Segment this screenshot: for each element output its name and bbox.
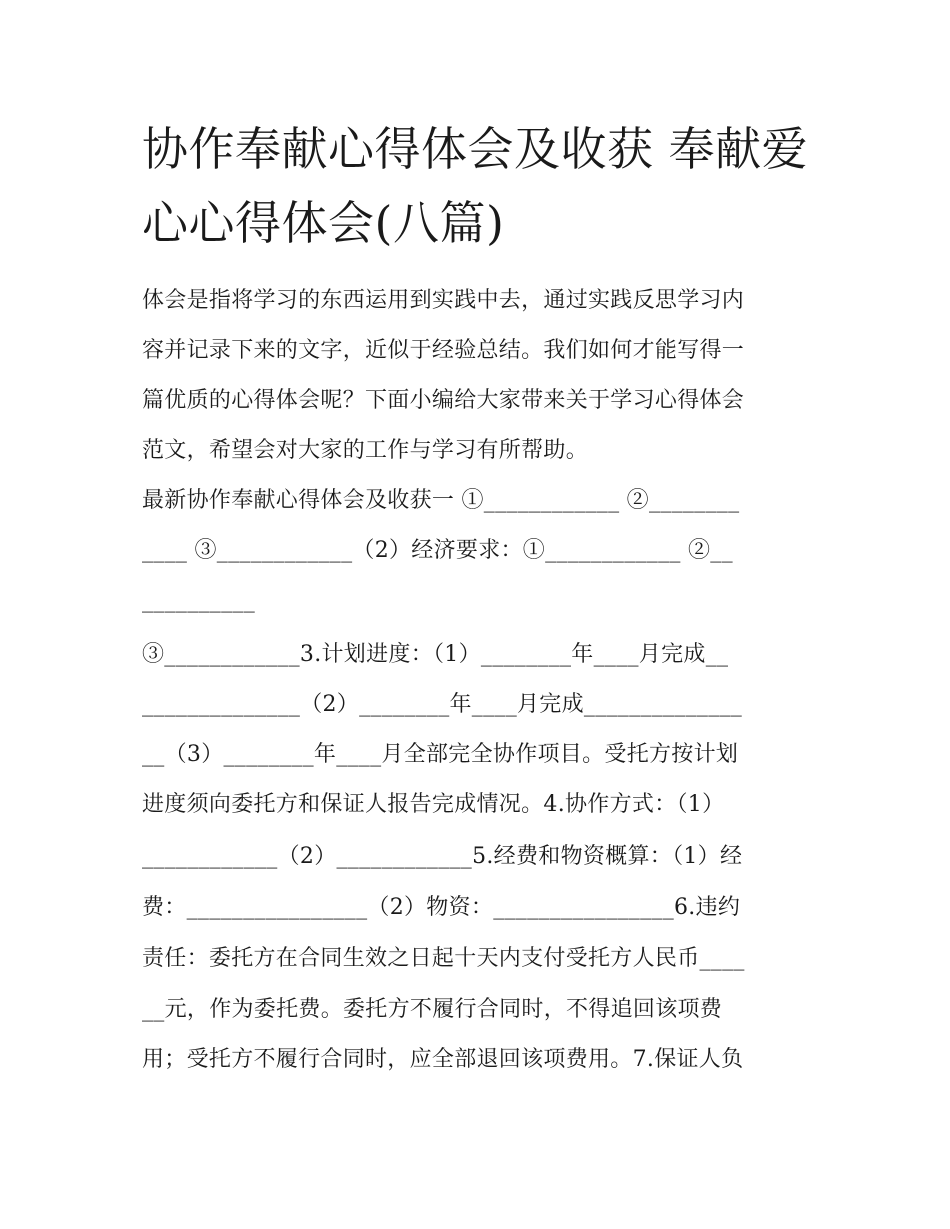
body-line-13: 费：________________（2）物资：________________6.违约 (142, 895, 741, 920)
body-line-5: 最新协作奉献心得体会及收获一 ①____________ ②________ (142, 488, 740, 513)
document-title: 协作奉献心得体会及收获 奉献爱心心得体会(八篇) (142, 122, 809, 250)
body-line-9: ______________（2）________年____月完成______________ (142, 692, 743, 717)
body-line-15: __元，作为委托费。委托方不履行合同时，不得追回该项费 (142, 997, 723, 1022)
body-line-11: 进度须向委托方和保证人报告完成情况。4.协作方式：（1） (142, 792, 725, 817)
body-line-7: __________ (142, 588, 255, 613)
body-line-10: __（3）________年____月全部完全协作项目。受托方按计划 (142, 742, 739, 767)
body-line-1: 体会是指将学习的东西运用到实践中去，通过实践反思学习内 (142, 288, 745, 313)
body-line-4: 范文，希望会对大家的工作与学习有所帮助。 (142, 438, 589, 463)
body-line-6: ____ ③____________（2）经济要求：①____________ ②__ (142, 538, 733, 563)
body-line-2: 容并记录下来的文字，近似于经验总结。我们如何才能写得一 (142, 338, 745, 363)
body-line-14: 责任：委托方在合同生效之日起十天内支付受托方人民币____ (142, 946, 745, 971)
body-line-3: 篇优质的心得体会呢？下面小编给大家带来关于学习心得体会 (142, 388, 745, 413)
body-line-12: ____________（2）____________5.经费和物资概算：（1）经 (142, 844, 743, 869)
body-line-8: ③____________3.计划进度：（1）________年____月完成__ (142, 642, 729, 667)
body-line-16: 用；受托方不履行合同时，应全部退回该项费用。7.保证人负 (142, 1047, 744, 1072)
